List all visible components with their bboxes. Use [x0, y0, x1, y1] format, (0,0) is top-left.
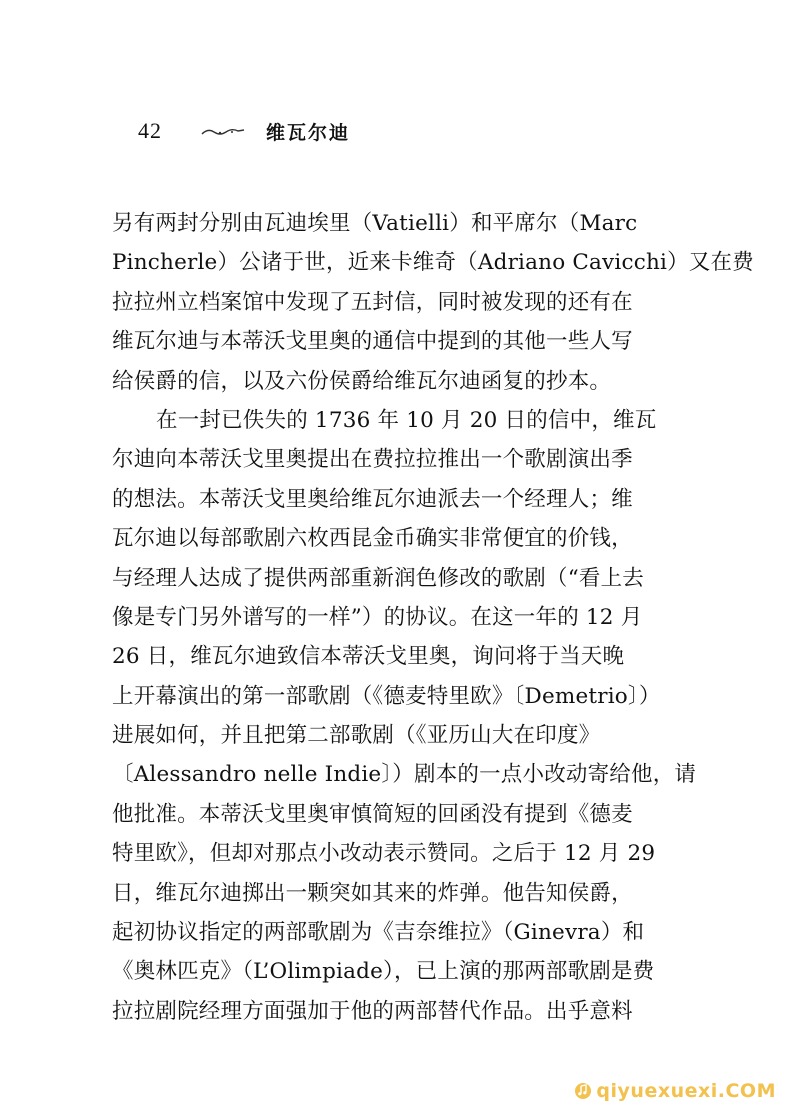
text-line: 《奥林匹克》（L’Olimpiade），已上演的那两部歌剧是费	[112, 959, 655, 985]
text-line: 与经理人达成了提供两部重新润色修改的歌剧（“看上去	[112, 565, 644, 591]
watermark	[574, 1078, 776, 1104]
text-line: 维瓦尔迪与本蒂沃戈里奥的通信中提到的其他一些人写	[112, 329, 633, 355]
text-line: 尔迪向本蒂沃戈里奥提出在费拉拉推出一个歌剧演出季	[112, 447, 633, 473]
watermark-text: qiyuexuexi.COM	[596, 1080, 776, 1102]
page-number: 42	[138, 118, 162, 143]
text-line: Pincherle）公诸于世，近来卡维奇（Adriano Cavicchi）又在费	[112, 250, 754, 276]
text-line: 26 日，维瓦尔迪致信本蒂沃戈里奥，询问将于当天晚	[112, 644, 625, 670]
ornament-icon	[200, 126, 246, 138]
text-line: 瓦尔迪以每部歌剧六枚西昆金币确实非常便宜的价钱，	[112, 526, 633, 552]
text-line: 起初协议指定的两部歌剧为《吉奈维拉》（Ginevra）和	[112, 920, 645, 946]
text-line: 〔Alessandro nelle Indie〕）剧本的一点小改动寄给他，请	[112, 762, 697, 788]
text-line: 像是专门另外谱写的一样”）的协议。在这一年的 12 月	[112, 604, 643, 630]
text-line: 给侯爵的信，以及六份侯爵给维瓦尔迪函复的抄本。	[112, 368, 612, 394]
text-line: 特里欧》，但却对那点小改动表示赞同。之后于 12 月 29	[112, 841, 656, 867]
running-title: 维瓦尔迪	[266, 122, 351, 144]
note-logo-icon	[574, 1082, 592, 1100]
text-line: 日，维瓦尔迪掷出一颗突如其来的炸弹。他告知侯爵，	[112, 880, 633, 906]
text-line: 进展如何，并且把第二部歌剧（《亚历山大在印度》	[112, 723, 601, 749]
page-header	[138, 118, 558, 148]
text-line: 拉拉剧院经理方面强加于他的两部替代作品。出乎意料	[112, 998, 633, 1024]
body-text	[112, 204, 754, 1031]
text-line: 上开幕演出的第一部歌剧（《德麦特里欧》〔Demetrio〕）	[112, 683, 661, 709]
text-line: 另有两封分别由瓦迪埃里（Vatielli）和平席尔（Marc	[112, 211, 638, 236]
text-line: 的想法。本蒂沃戈里奥给维瓦尔迪派去一个经理人；维	[112, 486, 633, 512]
text-line: 拉拉州立档案馆中发现了五封信，同时被发现的还有在	[112, 289, 633, 315]
text-line: 他批准。本蒂沃戈里奥审慎简短的回函没有提到《德麦	[112, 801, 633, 827]
text-line: 在一封已佚失的 1736 年 10 月 20 日的信中，维瓦	[156, 407, 657, 433]
